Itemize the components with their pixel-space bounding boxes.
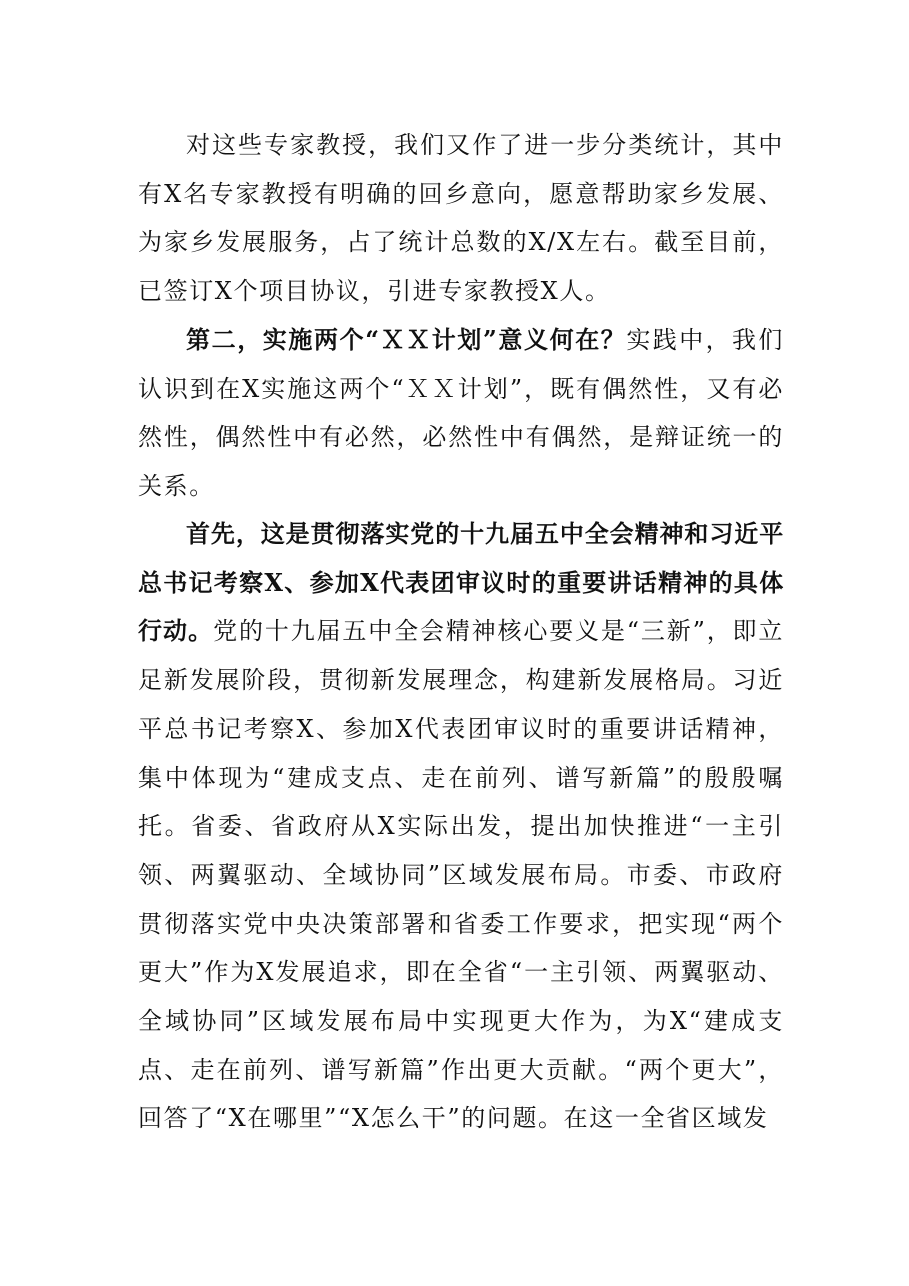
paragraph-3-lead: 首先，这是贯彻落实党的十九届五中全会精神和习近平总书记考察X、参加X代表团审议时的重要讲话精神的具体行动。 [138,519,784,646]
paragraph-2-text: 实践中，我们认识到在X实施这两个“ＸＸ计划”，既有偶然性，又有必然性，偶然性中有必然，必然性中有偶然，是辩证统一的关系。 [138,326,784,501]
paragraph-2-lead: 第二，实施两个“ＸＸ计划”意义何在？ [186,325,627,354]
paragraph-2 [138,316,784,511]
paragraph-1 [138,121,784,316]
paragraph-1-text: 对这些专家教授，我们又作了进一步分类统计，其中有X名专家教授有明确的回乡意向，愿意帮助家乡发展、为家乡发展服务，占了统计总数的X/X左右。截至目前，已签订X个项目协议，引进专家教授X人。 [138,131,784,306]
paragraph-3-text: 党的十九届五中全会精神核心要义是“三新”，即立足新发展阶段，贯彻新发展理念，构建新发展格局。习近平总书记考察X、参加X代表团审议时的重要讲话精神，集中体现为“建成支点、走在前列、谱写新篇”的殷殷嘱托。省委、省政府从X实际出发，提出加快推进“一主引领、两翼驱动、全域协同”区域发展布局。市委、市政府贯彻落实党中央决策部署和省委工作要求，把实现“两个更大”作为X发展追求，即在全省“一主引领、两翼驱动、全域协同”区域发展布局中实现更大作为，为X“建成支点、走在前列、谱写新篇”作出更大贡献。“两个更大”，回答了“X在哪里”“X怎么干”的问题。在这一全省区域发 [138,617,784,1133]
paragraph-3 [138,510,784,1143]
